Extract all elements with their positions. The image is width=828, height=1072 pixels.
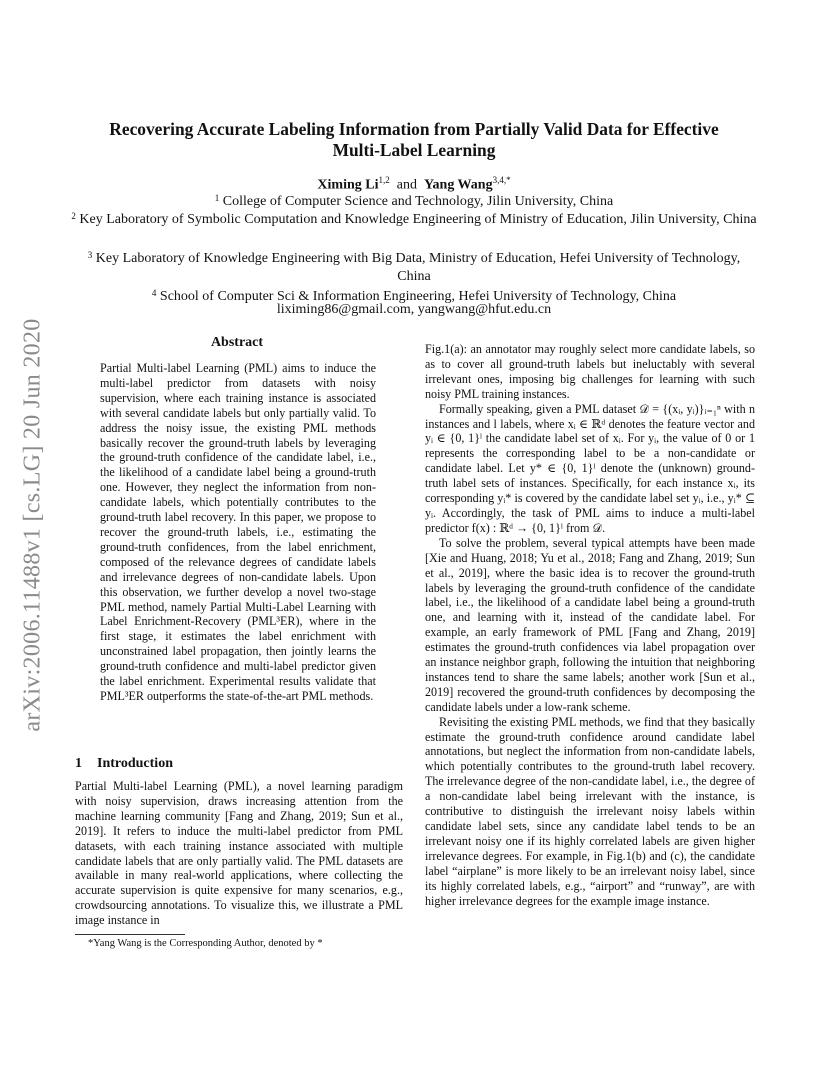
right-paragraph-2: Formally speaking, given a PML dataset 𝒟 = {(xᵢ, yᵢ)}ᵢ₌₁ⁿ with n instances and l labels, where xᵢ ∈ ℝᵈ denotes the feature vector and yᵢ ∈ {0, 1}ˡ the candidate label set of xᵢ. For yᵢ, the value of 0 or 1 represents the corresponding label to be a non-candidate or candidate label. Let y* ∈ {0, 1}ˡ denote the (unknown) ground-truth label sets of instances. Specifically, for each instance xᵢ, its corresponding yᵢ* is covered by the candidate label set yᵢ, i.e., yᵢ* ⊆ yᵢ. Accordingly, the task of PML aims to induce a multi-label predictor f(x) : ℝᵈ → {0, 1}ˡ from 𝒟. — [425, 401, 755, 535]
author-1: Ximing Li — [317, 177, 379, 193]
abstract-text: Partial Multi-label Learning (PML) aims to induce the multi-label predictor from datasets with noisy supervision, where each training instance is associated with several candidate labels but only partially valid. To address the noisy issue, the existing PML methods basically recover the ground-truth labels by leveraging the ground-truth confidence of the candidate label, i.e., the likelihood of a candidate label being a ground-truth one. However, they neglect the information from non-candidate labels, which potentially contributes to the ground-truth label recovery. In this paper, we propose to recover the ground-truth labels, i.e., estimating the ground-truth confidences, from the label enrichment, composed of the relevance degrees of candidate labels and irrelevance degrees of non-candidate labels. Upon this observation, we further develop a novel two-stage PML method, namely Partial Multi-Label Learning with Label Enrichment-Recovery (PML³ER), where in the first stage, it estimates the label enrichment with unconstrained label propagation, then jointly learns the ground-truth confidence and multi-label predictor given the label enrichment. Experimental results validate that PML³ER outperforms the state-of-the-art PML methods. — [100, 361, 376, 703]
arxiv-stamp — [8, 290, 58, 760]
affiliation-3 — [70, 246, 758, 286]
footnote-divider — [75, 934, 185, 935]
intro-number: 1 — [75, 756, 82, 771]
affiliation-1-num: 1 — [214, 193, 220, 203]
affiliation-4-text: School of Computer Sci & Information Engineering, Hefei University of Technology, China — [159, 289, 677, 304]
intro-body — [75, 779, 403, 928]
emails: liximing86@gmail.com, yangwang@hfut.edu.cn — [276, 302, 552, 317]
footnote: *Yang Wang is the Corresponding Author, denoted by * — [88, 938, 323, 949]
affiliation-1-text: College of Computer Science and Technology, Jilin University, China — [222, 194, 614, 209]
affiliation-2-num: 2 — [71, 211, 76, 221]
abstract-heading: Abstract — [210, 335, 264, 350]
author-and: and — [396, 177, 417, 193]
right-paragraph-1: Fig.1(a): an annotator may roughly select more candidate labels, so as to cover all ground-truth labels but ineluctably with several irrelevant ones, imposing big challenges for learning with such noisy PML training instances. — [425, 342, 755, 401]
title-line-2: Multi-Label Learning — [332, 140, 496, 160]
affiliation-4-num: 4 — [151, 288, 157, 298]
author-2-sup: 3,4,* — [492, 175, 511, 185]
right-paragraph-3: To solve the problem, several typical attempts have been made [Xie and Huang, 2018; Yu et al., 2018; Fang and Zhang, 2019; Sun et al., 2019], where the basic idea is to recover the ground-truth labels by leveraging the ground-truth confidence of the candidate label, i.e., the likelihood of a candidate label being a ground-truth one, and learning with it, instead of the candidate label. For example, an early framework of PML [Fang and Zhang, 2019] estimates the ground-truth confidences via label propagation over an instance neighbor graph, following the intuition that neighboring instances tend to share the same labels; another work [Sun et al., 2019] recovered the ground-truth confidences by decomposing the candidate labels under a low-rank scheme. — [425, 535, 755, 714]
affiliation-2-text: Key Laboratory of Symbolic Computation and Knowledge Engineering of Ministry of Education, Jilin University, China — [79, 212, 757, 227]
intro-text: Partial Multi-label Learning (PML), a novel learning paradigm with noisy supervision, draws increasing attention from the machine learning community [Fang and Zhang, 2019; Sun et al., 2019]. It refers to induce the multi-label predictor from PML datasets, with each training instance associated with multiple candidate labels that are only partially valid. The PML datasets are available in many real-world applications, where collecting the accurate supervision is quite expensive for many scenarios, e.g., crowdsourcing annotations. To visualize this, we illustrate a PML image instance in — [75, 779, 403, 928]
right-column — [425, 342, 755, 908]
intro-title: Introduction — [97, 756, 173, 771]
author-2: Yang Wang — [423, 177, 493, 193]
author-1-sup: 1,2 — [378, 175, 390, 185]
abstract-body — [100, 361, 376, 704]
email-line — [70, 301, 758, 319]
paper-title — [60, 119, 768, 161]
title-line-1: Recovering Accurate Labeling Information from Partially Valid Data for Effective — [109, 119, 719, 139]
intro-heading — [75, 756, 173, 772]
affiliation-3-text: Key Laboratory of Knowledge Engineering with Big Data, Ministry of Education, Hefei University of Technology, China — [95, 251, 741, 284]
affiliation-3-num: 3 — [87, 250, 93, 260]
right-paragraph-4: Revisiting the existing PML methods, we find that they basically estimate the ground-truth confidence around candidate label annotations, but neglect the information from non-candidate labels, which potentially contributes to the ground-truth label recovery. The irrelevance degree of the non-candidate label, i.e., the degree of a non-candidate label being irrelevant with the instance, is contributive to distinguish the irrelevant noisy labels within candidate label sets, since any candidate label tends to be an irrelevant noisy one if its highly correlated labels are given higher irrelevance degrees. For example, in Fig.1(b) and (c), the candidate label “airplane” is more likely to be an irrelevant noisy label, since its highly correlated labels, e.g., “airport” and “runway”, are with higher irrelevance degrees for the example image instance. — [425, 714, 755, 908]
affiliation-2 — [70, 207, 758, 229]
arxiv-stamp-text: arXiv:2006.11488v1 [cs.LG] 20 Jun 2020 — [19, 318, 46, 732]
